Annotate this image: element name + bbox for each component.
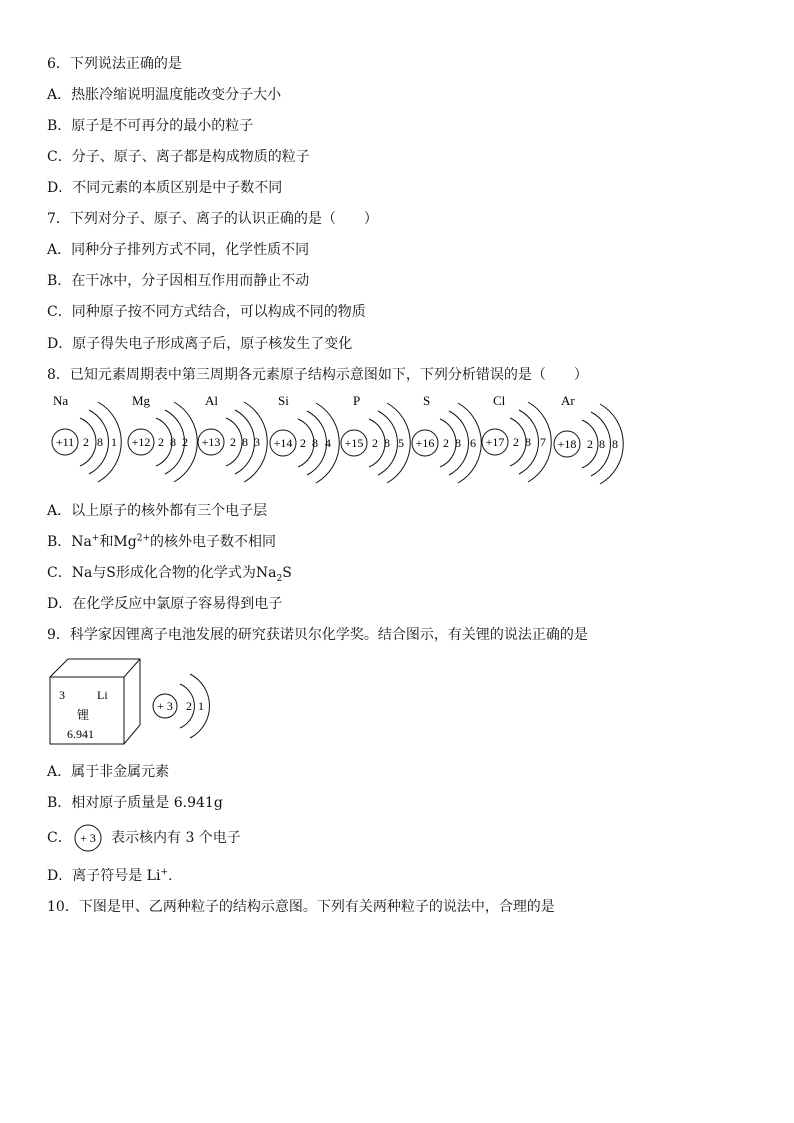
q9-stem: 9．科学家因锂离子电池发展的研究获诺贝尔化学奖。结合图示，有关锂的说法正确的是 [47, 627, 588, 643]
q9-option-d-part1: D．离子符号是 Li [47, 868, 161, 884]
shell-electrons-1: 2 [372, 436, 378, 450]
shell-electrons-2: 8 [312, 436, 318, 450]
atom-symbol: Si [278, 393, 289, 408]
nucleus-charge: +17 [485, 435, 505, 449]
q8-option-b-part3: 的核外电子数不相同 [150, 534, 277, 550]
q7-option-a: A．同种分子排列方式不同，化学性质不同 [47, 242, 310, 258]
atom-ar [554, 393, 623, 484]
periodic-table-cell [50, 659, 140, 744]
q9-lithium-diagram [40, 655, 220, 750]
shell-electrons-2: 8 [525, 435, 531, 449]
q8-option-d: D．在化学反应中氯原子容易得到电子 [47, 596, 283, 612]
shell-electrons-3: 7 [540, 435, 546, 449]
shell-electrons-1: 2 [158, 435, 164, 449]
atom-symbol: S [423, 393, 431, 408]
li-ion-charge: + [160, 867, 168, 878]
nucleus-charge: +13 [201, 435, 221, 449]
atom-si [270, 393, 339, 483]
shell-electrons-1: 2 [186, 699, 192, 713]
shell-electrons-1: 2 [513, 435, 519, 449]
q6-stem: 6．下列说法正确的是 [47, 56, 182, 72]
shell-electrons-1: 2 [443, 436, 449, 450]
q8-option-b-part2: 和Mg [99, 534, 137, 550]
shell-electrons-2: 8 [97, 435, 103, 449]
nucleus-charge: +11 [55, 435, 75, 449]
shell-electrons-3: 3 [254, 435, 260, 449]
atom-al [198, 393, 267, 482]
atom-cl [482, 393, 551, 482]
q7-stem: 7．下列对分子、原子、离子的认识正确的是（ ） [47, 211, 378, 227]
shell-electrons-1: 2 [587, 437, 593, 451]
q8-option-c [47, 564, 292, 582]
nucleus-charge: +16 [415, 436, 435, 450]
shell-electrons-1: 2 [83, 435, 89, 449]
q8-option-b-part1: B．Na [47, 534, 92, 550]
shell-electrons-3: 5 [398, 436, 404, 450]
shell-electrons-1: 2 [230, 435, 236, 449]
atom-symbol: P [353, 393, 361, 408]
nucleus-charge: + 3 [157, 699, 173, 713]
q9-option-c-text: 表示核内有 3 个电子 [111, 830, 241, 846]
na-ion-charge: + [91, 533, 100, 544]
shell-electrons-2: 8 [455, 436, 461, 450]
atom-symbol: Na [53, 393, 69, 408]
atom-symbol: Cl [493, 393, 506, 408]
nucleus-symbol [73, 823, 103, 853]
lithium-atom-structure [153, 674, 210, 738]
shell-electrons-2: 1 [198, 699, 204, 713]
atom-na [52, 393, 121, 482]
q9-option-a: A．属于非金属元素 [47, 764, 170, 780]
shell-electrons-3: 1 [111, 435, 117, 449]
q8-option-c-part1: C．Na与S形成化合物的化学式为Na [47, 565, 277, 581]
q6-option-b: B．原子是不可再分的最小的粒子 [47, 118, 254, 134]
q8-option-a: A．以上原子的核外都有三个电子层 [47, 503, 268, 519]
element-symbol: Li [97, 688, 108, 702]
q9-option-c-prefix: C． [47, 830, 72, 846]
q7-option-b: B．在干冰中，分子因相互作用而静止不动 [47, 273, 310, 289]
q9-option-d-part2: . [168, 868, 173, 884]
shell-electrons-3: 6 [470, 436, 476, 450]
atom-symbol: Al [205, 393, 218, 408]
nucleus-charge: +14 [273, 436, 293, 450]
atom-p [341, 393, 410, 483]
q8-option-b [47, 533, 276, 551]
formula-subscript: 2 [276, 573, 283, 584]
atomic-number: 3 [59, 688, 65, 702]
cell-corner-edge [124, 659, 140, 677]
nucleus-charge: + 3 [80, 831, 96, 845]
q8-option-c-part2: S [282, 565, 292, 581]
shell-electrons-2: 8 [242, 435, 248, 449]
q8-atom-structure-diagrams [0, 388, 794, 493]
q8-stem: 8．已知元素周期表中第三周期各元素原子结构示意图如下，下列分析错误的是（ ） [47, 367, 588, 383]
atom-s [412, 393, 481, 483]
mg-ion-charge: 2+ [136, 533, 151, 544]
element-name: 锂 [77, 708, 90, 722]
relative-atomic-mass: 6.941 [67, 727, 94, 741]
q9-option-d [47, 867, 172, 885]
atom-mg [128, 393, 197, 482]
shell-electrons-2: 8 [170, 435, 176, 449]
atom-symbol: Ar [561, 393, 575, 408]
nucleus-charge: +12 [131, 435, 151, 449]
shell-electrons-2: 8 [599, 437, 605, 451]
shell-electrons-3: 4 [325, 436, 331, 450]
shell-electrons-1: 2 [300, 436, 306, 450]
shell-electrons-2: 8 [384, 436, 390, 450]
q9-option-b: B．相对原子质量是 6.941g [47, 795, 223, 811]
shell-electrons-3: 8 [612, 437, 618, 451]
atom-symbol: Mg [132, 393, 151, 408]
q7-option-d: D．原子得失电子形成离子后，原子核发生了变化 [47, 336, 353, 352]
q6-option-c: C．分子、原子、离子都是构成物质的粒子 [47, 149, 310, 165]
q7-option-c: C．同种原子按不同方式结合，可以构成不同的物质 [47, 304, 366, 320]
q6-option-d: D．不同元素的本质区别是中子数不同 [47, 180, 283, 196]
shell-electrons-3: 2 [182, 435, 188, 449]
nucleus-charge: +15 [344, 436, 364, 450]
q10-stem: 10．下图是甲、乙两种粒子的结构示意图。下列有关两种粒子的说法中，合理的是 [47, 899, 555, 915]
q6-option-a: A．热胀冷缩说明温度能改变分子大小 [47, 87, 282, 103]
nucleus-charge: +18 [557, 437, 577, 451]
